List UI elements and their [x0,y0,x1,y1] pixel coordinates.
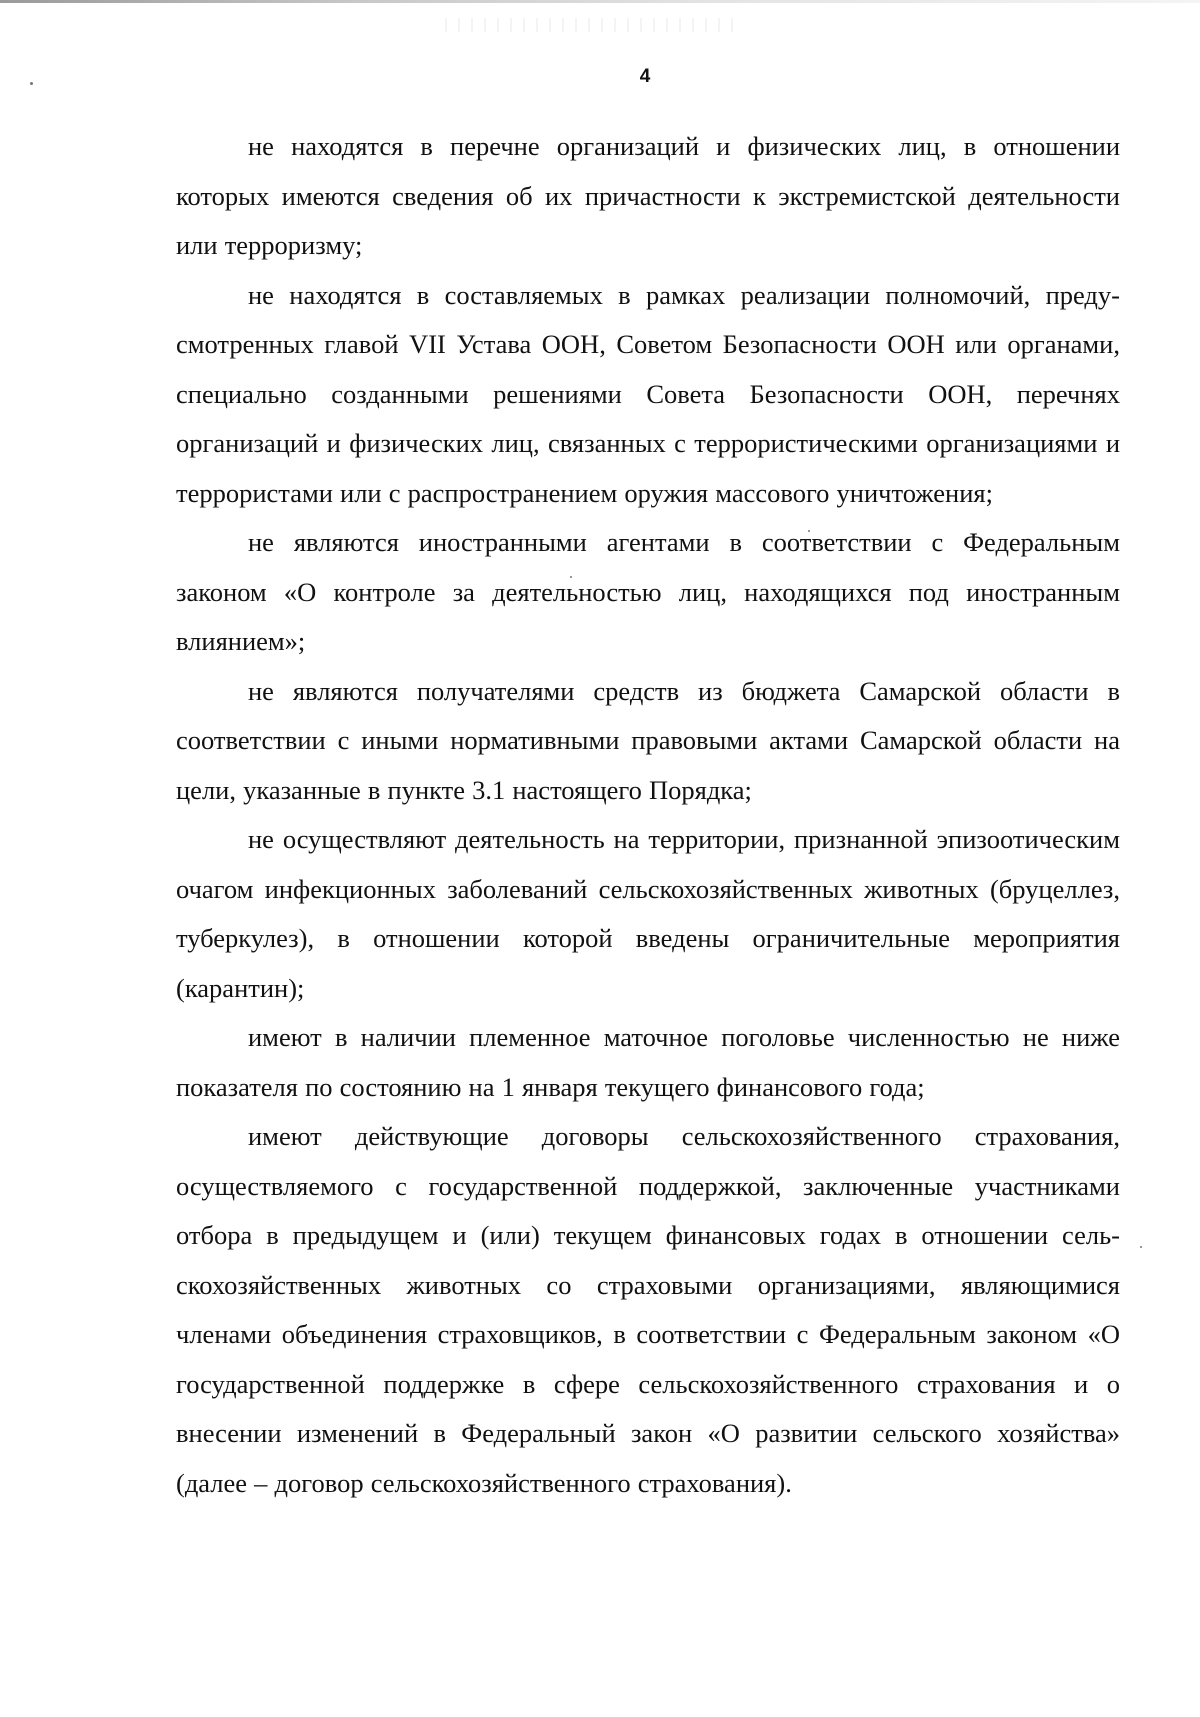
paragraph: не являются получателями средств из бюджета Самарской области в соответствии с иными нормативными правовыми актами Самарской области на цели, указанные в пункте 3.1 настоящего Порядка; [176,675,1120,805]
paragraph: не осуществляют деятельность на территории, признанной эпизоотическим очагом инфекционных заболеваний сельскохозяйственных животных (бруцеллез, туберкулез), в отношении которой введены ограничительные мероприятия (карантин); [176,824,1120,1003]
paragraph: не находятся в перечне организаций и физических лиц, в отношении которых имеются сведения об их причастности к экстремистской деятельности или терроризму; [176,131,1120,260]
document-body [176,122,1120,1508]
scan-noise-artifact [440,18,740,32]
paragraph: не находятся в составляемых в рамках реализации полномочий, предусмотренных главой VII Устава ООН, Советом Безопасности ООН или органами, специально созданными решениями Совета Безопасности ООН, перечнях организаций и физических лиц, связанных с террористическими организациями и террористами или с распространением оружия массового уничтожения; [176,279,1120,508]
paragraph: не являются иностранными агентами в соответствии с Федеральным законом «О контроле за деятельностью лиц, находящихся под иностранным влиянием»; [176,527,1120,656]
page-number: 4 [639,66,651,87]
scan-speck [1140,1246,1142,1248]
paragraph: имеют в наличии племенное маточное поголовье численностью не ниже показателя по состоянию на 1 января текущего финансового года; [176,1022,1120,1102]
scan-edge-artifact [0,0,1200,3]
paragraph: имеют действующие договоры сельскохозяйственного страхования, осуществляемого с государственной поддержкой, заключенные участниками отбора в предыдущем и (или) текущем финансовых годах в отношении сельскохозяйственных животных со страховыми организациями, являющимися членами объединения страховщиков, в соответствии с Федеральным законом «О государственной поддержке в сфере сельскохозяйственного страхования и о внесении изменений в Федеральный закон «О развитии сельского хозяйства» (далее – договор сельскохозяйственного страхования). [176,1121,1120,1498]
